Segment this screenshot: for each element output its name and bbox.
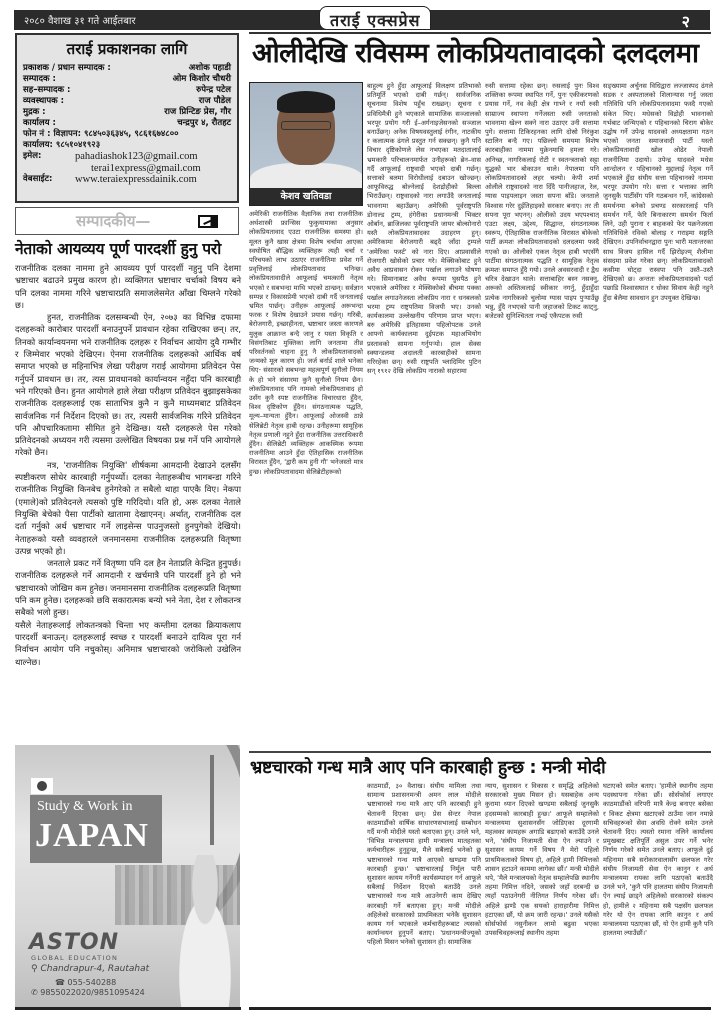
editorial-headline: नेताको आयव्यय पूर्ण पारदर्शी हुनु परो xyxy=(15,240,222,258)
ad-mobile xyxy=(31,988,145,997)
newspaper-name: तराई एक्सप्रेस xyxy=(319,6,431,30)
imprint-row xyxy=(23,118,231,129)
imprint-label: व्यवस्थापक : xyxy=(23,96,65,106)
imprint-value: चन्द्रपुर ४, रौतहट xyxy=(177,118,231,128)
article-text: न्याय, सुशासन र विकास र समृद्धि अहिलेको सरकारको मुख्य मिसन हो। यसबाहेक अन्य कुरामा ध्यान दिएको खण्डमा सबैलाई जुनसुकै हदसम्मको कारबाही हुन्छ।' आफूले सम्हालेको मन्त्रालयमा सुशासनसँग जोडिएका दूरगामी महत्वका कामहरू अगाडि बढाएको बताउँदै उनले भने, 'संघीय निजामती सेवा ऐन ल्याउने र सुशासन कायम गर्ने विषय नै मेरो पहिलो प्राथमिकताको विषय हो, अहिले हामी निमित्तको शासन हटाउने काममा लागेका छौं।' मन्त्री मोदीले थपे, 'मैले मन्त्रालयको नेतृत्व सम्हालेपछि स्थानीय तहमा निमित्त नदिने, जसको जहाँ दरबन्दी छ त्यहाँ पठाउनेगरी नीतिगत निर्णय गरेका छौं। अहिले झण्डै एक सयको हाराहारीमा निमित्त हटाएका छौं, यो क्रम जारी रहन्छ।' उनले यसैको सोर्सफोर्स नसुनीकन लामो बढुवा भएका उपसचिवहरूलाई स्थानीय तहमा xyxy=(485,782,599,938)
divider xyxy=(249,751,711,753)
imprint-email-row xyxy=(23,151,231,163)
advertisement[interactable] xyxy=(15,745,240,1007)
editorial-paragraph: नत्र, 'राजनीतिक नियुक्ति' शीर्षकमा आमदानी देखाउने दलसँग स्पष्टीकरण सोधेर कारबाही गर्नुपर्थ्यो। दलका नेताहरूबीच भागबन्डा गरिने राजनीतिक नियुक्ति किनबेच हुनेगरेको त सबैलो थाहा पाएकै विए। नेकपा (एमाले)को प्रतिवेदनले त्यसको पुष्टि गरिदियो। यति हो, अरू दलका नेताले नियुक्ति बेचेको पैसा पार्टीको खातामा देखाएनन्। अर्थात्, राजनीतिक दल दर्ता गर्नुको अर्थ भ्रष्टाचार गर्ने लाइसेन्स पाउनुजस्तो हुनपुगेको देखियो। नेताहरूको यस्तै व्यवहारले जनमानसमा राजनीतिक दलहरूप्रति वितृष्णा उत्पन्न भएको हो। xyxy=(15,459,241,556)
imprint-website-row xyxy=(23,174,231,186)
japan-flag-icon xyxy=(31,778,53,794)
page-number: २ xyxy=(681,12,690,31)
editorial-label: सम्पादकीय— xyxy=(76,212,151,230)
lead-column-2 xyxy=(367,82,481,748)
ad-address xyxy=(31,964,149,974)
divider xyxy=(15,1007,241,1010)
imprint-label: सह–सम्पादक : xyxy=(23,85,71,95)
imprint-label: मुद्रक : xyxy=(23,107,46,117)
second-column-3 xyxy=(603,782,713,1004)
email-label: इमेल: xyxy=(23,151,42,161)
website-link[interactable]: www.teraiexpressdainik.com xyxy=(75,173,197,185)
imprint-label: प्रकाशक / प्रधान सम्पादक : xyxy=(23,63,111,73)
lead-headline: ओलीदेखि रविसम्म लोकप्रियतावादको दलदलमा xyxy=(252,38,699,69)
imprint-row xyxy=(23,85,231,96)
imprint-row xyxy=(23,96,231,107)
pen-paper-icon xyxy=(198,215,218,228)
imprint-row xyxy=(23,107,231,118)
editorial-paragraph: यसैले नेताहरूलाई लोकतन्त्रको चिन्ता भए कम्तीमा दलका क्रियाकलाप पारदर्शी बनाऊन्। दलहरूलाई स्वच्छ र पारदर्शी बनाउने दायित्व पूरा गर्न निर्वाचन आयोग पनि नचुकोस्। अनिमात्र भ्रष्टाचारको जरोकिलो उखेलिन थाल्नेछ। xyxy=(15,619,241,667)
imprint-box xyxy=(15,33,239,203)
article-text: काठमाडौं, ३० वैशाख। संघीय मामिला तथा सामान्य प्रशासनमन्त्री अमन लाल मोदीले भ्रष्टाचारको गन्ध मात्रै आए पनि कारबाही हुने चेतावनी दिएका छन्। प्रेस सेन्टर नेपाल काठमाडौंको वार्षिक साधारणसभालाई सम्बोधन गर्दै मन्त्री मोदीले यस्तो बताएका हुन्। उनले भने, 'विभिन्न मन्त्रालयमा हामी मन्त्रालय मातहतका कर्मचारीहरू हुनुहुन्छ, मैले सबैलाई भनेको छु भ्रष्टाचारको गन्ध मात्रै आएको खण्डमा पनि कारबाही हुन्छ।' भ्रष्टाचारलाई निर्मूल पारी सुशासन कायम गर्नेगरी कार्यसम्पादन गर्न आफूले सबैलाई निर्देशन दिएको बताउँदै उनले भ्रष्टाचारको गन्ध मात्रै आउनेगरी काम देखिए कारबाही गर्ने बताएका हुन्। मन्त्री मोदीले अहिलेको सरकारको प्राथमिकता भनेकै सुशासन कायम गर्न भएकाले कर्मचारीहरूबाट त्यसको कार्यान्वयन हुनुपर्ने बताए। 'प्रधानमन्त्रीज्यूको पहिलो मिसन भनेको सुशासन हो। सामाजिक xyxy=(367,782,481,947)
issue-date: २०८० वैशाख ३१ गते आईतबार xyxy=(24,16,136,27)
editorial-paragraph: जनताले प्रकट गर्ने वितृष्णा पनि दल हैन नेताप्रति केन्द्रित हुनुपर्छ। राजनीतिक दलहरूले गर्ने आमदानी र खर्चमात्रै पनि पारदर्शी हुने हो भने भ्रष्टाचारको जोखिम कम हुनेछ। जनमानसमा राजनीतिक दलहरूप्रति वितृष्णा पनि कम हुनेछ। दलहरूको छवि सकारात्मक बन्यो भने नेता, देश र लोकतन्त्र सबैको भलो हुन्छ। xyxy=(15,558,241,618)
model-photo xyxy=(165,855,240,1007)
imprint-value: रुपेन्द्र पटेल xyxy=(196,85,231,95)
editorial-body xyxy=(15,262,241,668)
tower-image xyxy=(210,755,214,845)
phone-icon: ☎ xyxy=(55,978,68,987)
ad-address-text: Chandrapur-4, Rautahat xyxy=(40,964,150,974)
ad-phone xyxy=(55,978,116,987)
imprint-value: राज प्रिन्टिङ प्रेस, गौर xyxy=(164,107,231,117)
ad-brand-logo: ASTON xyxy=(29,930,119,955)
page-header xyxy=(14,10,710,30)
location-pin-icon: ⚲ xyxy=(31,964,41,974)
second-column-2 xyxy=(485,782,599,1004)
mobile-icon: ✆ xyxy=(31,988,41,997)
ad-mobile-text: 9855022020/9851095424 xyxy=(40,988,145,997)
email-link[interactable]: terai1express@gmail.com xyxy=(91,162,201,174)
author-photo xyxy=(249,82,363,206)
imprint-label: कार्यालय : xyxy=(23,118,56,128)
second-column-1 xyxy=(367,782,481,1004)
editorial-banner xyxy=(15,207,239,235)
second-headline: भ्रष्टचारको गन्ध मात्रै आए पनि कारबाही हुन्छ : मन्त्री मोदी xyxy=(250,758,606,778)
editorial-paragraph: राजनीतिक दलका नाममा हुने आयव्यय पूर्ण पारदर्शी नहुनु पनि देशमा भ्रष्टाचार बढाउने प्रमुख कारण हो। व्यक्तिगत भ्रष्टाचार चर्चाको विषय बने पनि दलका नाममा गरिने भ्रष्टाचारप्रति समाजलेसमेत आँखा चिम्लने गरेको छ। xyxy=(15,263,241,310)
ad-headline-line2: JAPAN xyxy=(35,817,149,854)
imprint-value: अशोक पहाडी xyxy=(188,63,231,73)
imprint-title: तराई प्रकाशनका लागि xyxy=(66,40,188,58)
imprint-label: सम्पादक : xyxy=(23,74,56,84)
article-text: घटाएको समेत बताए। 'हामीले स्थानीय तहमा पदस्थापना गरेका छौं। सोर्सफोर्स लगाएर काठमाडौंको वरिपरी मात्रै केन्द्र बनाएर बसेका र विकट क्षेत्रमा खटाएको ठाउँमा जान नमान्ने सचिवहरूको सेवा अवधि रोक्ने समेत उनले चेतावनी दिए। त्यस्तो रमाना नलिने कार्यालय प्रमुखबाट क्षतिपूर्ति असुल उपर गर्ने भनेर निर्णय गरेको समेत उनले बताए। आफूले दुई महिनामा सबै सरोकारवालासँग छलफल गरेर संघीय निजामती सेवा ऐन कानुन र अर्थ मन्त्रालयमा रायका लागि पठाएको बताउँदै उनले भने, 'कुनै पनि हालतमा संघीय निजामती ऐन ल्याई छाड्ने अहिलेको सरकारको संकल्प हो, हामीले २ महिनामा सबै पक्षसँग छलफल गरेर यो ऐन रायका लागि कानुन र अर्थ मन्त्रालयमा पठाएका छौं, यो ऐन हामी कुनै पनि हालतमा ल्याउँछौं।' xyxy=(603,782,713,938)
ad-phone-text: 055-540288 xyxy=(67,978,117,987)
ad-headline-line1: Study & Work in xyxy=(37,799,133,814)
website-label: वेबसाईट: xyxy=(23,173,53,184)
imprint-phone: फोन नं : विज्ञापन: ९८४५०३६३४५, ९८६१६७४८०० xyxy=(23,129,179,139)
article-text: बाहुल्य हुने हुँदा आफूलाई विलक्षण प्रतिभाको प्रतिमूर्ति भएको दाबी गर्छन्। सार्वजनिक सूचनामा विशेष पहुँच राख्छन्। सूचना र प्रविधिमैत्री हुने भएकाले सामाजिक सञ्जालको भरपूर प्रयोग गरी ई–अर्गनाइजेसनको सञ्जाल बनाउँछन्। अनेक विषयवस्तुलाई रंगीन, नाटकीय र कलात्मक ढंगले प्रस्तुत गर्न सक्छन्। कुनै पनि विचार दृष्टिकोणले लेस नभएका मतदातालाई भ्रमकारी परिचालनमार्फत उनीहरूको ब्रेन–वास गर्दै आफूलाई राष्ट्रवादी भएको दाबी गर्छन्। सत्ताको बलमा विरोधीलाई दबाउन खोज्छन्। आफूविरुद्ध बोल्नेलाई देशद्रोहीको बिल्ला भिराउँछन्। राष्ट्रवादको नारा लगाउँदै जनतालाई भावनामा बहाउँछन्। अमेरिकी पूर्वराष्ट्रपति डोनाल्ड ट्रम्प, हंगेरीका प्रधानमन्त्री भिक्टर ओर्बान, ब्राजिलका पूर्वराष्ट्रपति जायर बोल्सोनारो यस्तै लोकप्रियतावादका उदाहरण हुन्। अमेरिकामा बेरोजगारी बढ्दै जाँदा ट्रम्पले 'अमेरिका फर्स्ट' को नारा दिए। आप्रवासीले रोजगारी खोसेको प्रचार गरे। मेक्सिकोबाट हुने अवैध आप्रवासन रोक्न पर्खाल लगाउने घोषणा गरे। सिमानाबाट अवैध रूपमा घुसपैठ हुने भएकाले अमेरिका र मेक्सिकोको बीचमा पक्का पर्खाल लगाउनेजस्ता लोकप्रिय नारा र धनबलको भरमा ट्रम्प राष्ट्रपतिमा विजयी भए। उनको कार्यकालमा उल्लेखनीय परिणाम प्राप्त भएन। बरु अमेरिकी इतिहासमा पहिलोपटक उनले आफ्नो कार्यकालमा दुईपटक महाअभियोग प्रस्तावको सामना गर्नुपर्‍यो। हाल सेक्स स्क्यान्डलमा अदालती कारबाहीको सामना गरिरहेका छन्। रुसी राष्ट्रपति भ्लादिमिर पुटिन सन् १९१२ देखि लोकप्रिय नाराको सहारामा xyxy=(367,82,481,376)
article-text: रुसी सत्तामा रहेका छन्। रुसलाई पुनः विश्व शक्तिका रूपमा स्थापित गर्ने, पुनः एकीकरणको प्रयास गर्ने, नव केही क्षेत्र गाभ्ने र नयाँ रुसी साम्राज्य स्थापना गर्नेजस्ता रुसी जनताको भावनामा खेल्न सक्ने नारा उठाएर उनी सत्तामा पुगे। सत्तामा टिकिरहनका लागि दोस्रो निरंकुश स्टालिन बन्दै गए। पछिल्लो समयमा विशेष कारबाहीका नाममा युक्रेनमाथि हमला गरे। अनिच्छ, नागरिकलाई रोटी र स्वतन्त्रताको सट्टा युद्धको भार बोकाउन थाले। नेपालमा पनि लोकप्रियतावादको लहर चल्यो। केपी शर्मा ओलीले राष्ट्रवादको नारा दिँदै पानीजहाज, रेल, ग्यास पाइपलाइन जस्ता सपना बाँडे। जनताले विश्वास गरेर दुईतिहाइको सरकार बनाए। तर ती सपना पूरा भएनन्। ओलीको उदय भएपश्चात् एउटा लक्ष्य, उद्देश्य, सिद्धान्त, संगठनात्मक स्वरूप, ऐतिहासिक राजनीतिक विरासत बोकेको पार्टी क्रमशः लोकप्रियतावादको दलदलमा फस्दै गएको छ। ओलीको एकल नेतृत्व हाबी भएसँगै पार्टीमा संगठनात्मक पद्धति र सामूहिक नेतृत्व क्रमशः समाप्त हुँदै गयो। उनले अवसरवादी र द्वैध चरित्र देखाउन थाले। सत्ताबाहिर बस्न नसक्नु, अरूको अस्तित्वलाई स्वीकार नगर्नु, हुँदाहुँदा प्रत्येक नागरिकको चुलोमा ग्यास पाइप पुर्‍याउँछु भन्नु, हुँदै नभएको पानी जहाजको टिकट काट्नु, बजेटको सुनिश्चितता नभई एकैपटक रुसी xyxy=(485,82,599,321)
ad-brand-subtitle: GLOBAL EDUCATION xyxy=(31,954,119,962)
imprint-office-phone: कार्यालय: ९८५१०४१९२३ xyxy=(23,140,101,150)
article-text: सङ्ख्यामा अर्चुनस विधिद्वारा लज्जास्पद ढंगले सडक र अस्पतालको शिलान्यास गर्नु जस्ता गतिविधि पनि लोकप्रियतावादमा फस्दै गएको संकेत थिए। मधेसको विद्रोही भावनाको गर्भबाट जन्मिएको र पहिचानको चिराग बोकेर उद्घोष गर्ने उपेन्द्र यादवको अध्यक्षतामा गठन भएको जनता समाजवादी पार्टी यस्तो लोकप्रियतावादी खोल ओढेर नेपाली राजनीतिमा उदायो। उपेन्द्र यादवले मधेस आन्दोलन र पहिचानको मुद्दालाई नेतृत्व गर्ने भएकाले हुँदा संघीय सत्ता पहिचानको नाममा भरपूर उपयोग गरे। सत्ता र भत्ताका लागि जुनसुकै पार्टीसँग पनि गठबन्धन गर्ने, कांग्रेसको समर्थनमा बनेको प्रचण्ड सरकारलाई पनि समर्थन गर्ने, फेरि बिनाकारण समर्थन फिर्ता लिने, उही पुराना र बाहकको फेर पक्रनेजस्ता गतिविधिले रविको बोलाइ र गराइमा सङ्गति देखिएन। उपनिर्वाचनद्वारा पुनः भारी मतान्तरका साथ विजय हासिल गर्दै झिरोइज्म् शैलीमा संसदमा प्रवेश गरेका छन्। लोकप्रियतावादको कसीमा घोट्दा रास्वपा पनि उस्तै–उस्तै देखिएको छ। अन्ततः लोकप्रियतावादको पर्दा पछाडि विश्वासघात र धोका सिवाय केही नहुने हुँदा बेलैमा सावधान हुन उपयुक्त देखिन्छ। xyxy=(603,82,713,302)
lead-column-3 xyxy=(485,82,599,748)
email-link[interactable]: pahadiashok123@gmail.com xyxy=(75,151,198,162)
photo-hair xyxy=(277,91,335,113)
imprint-value: राज पौडेल xyxy=(198,96,231,106)
author-name: केशव खतिवडा xyxy=(250,188,362,205)
editorial-paragraph: हुनत, राजनीतिक दलसम्बन्धी ऐन, २०७३ का विभिन्न दफामा दलहरूको कारोबार पारदर्शी बनाउनुपर्ने प्रावधान रहेका राखिएका छन्। तर, तिनको कार्यान्वयनमा भने राजनीतिक दलहरू र निर्वाचन आयोग दुवै गम्भीर र जिम्मेवार भएको देखिएन। ऐनमा राजनीतिक दलहरूको आर्थिक वर्ष समाप्त भएको छ महिनाभित्र लेखा परीक्षण गराई आयोगमा प्रतिवेदन पेस गर्नुपर्ने प्रावधान छ। तर, त्यस प्रावधानको कार्यान्वयन नहुँदा पनि कारबाही भने गरिएको छैन। हुनत आयोगले हाले लेखा परीक्षण प्रतिवेदन बुझाइसकेका राजनीतिक दलहरूलाई एक साताभित्र कुनै न कुनै माध्यमबाट प्रतिवेदन सार्वजनिक गर्न निर्देशन दिएको छ। तर, त्यसरी सार्वजनिक गरिने प्रतिवेदन पनि औपचारिकतामा सीमित हुने देखिन्छ। यस्तै दलहरूले पेस गरेको प्रतिवेदनको अध्ययन गरी त्यसमा उल्लेखित विषयका प्रश्न गर्ने पनि आयोगले गरेको छैन। xyxy=(15,312,241,458)
photo-glasses xyxy=(281,121,331,130)
divider xyxy=(249,1007,711,1010)
article-text: अमेरिकी राजनीतिक वैज्ञानिक तथा राजनीतिक अर्थशास्त्री फ्रान्सिस फुकुयामाका अनुसार लोकप्रियतावाद एउटा राजनीतिक समस्या हो। मूलत कुनै खास क्षेत्रमा विशेष चर्चामा आएका स्वघोषित बौद्धिक व्यक्तिहरू त्यही चर्चा र परिचयको लाभ उठाएर राजनीतिमा प्रवेश गर्ने प्रवृत्तिलाई लोकप्रियतावाद भनिन्छ। लोकप्रियतावादीले आफूलाई चमत्कारी नेतृत्व भएको र सबभन्दा माथि भएको ठान्छन्। सर्वज्ञान सम्पन्न र विकासप्रेमी भएको दाबी गर्दै जनतालाई भ्रमित पार्छन्। उनीहरू आफूलाई अरूभन्दा फरक र विशेष देखाउने प्रयास गर्छन्। गरिबी, बेरोजगारी, इच्छाहीनता, भ्रष्टाचार जस्ता कारणले मुलुक आक्रान्त बन्दै जानु र यस्ता विकृति र विसंगतिबाट मुक्तिका लागि जनतामा तीव्र परिवर्तनको चाहना हुनु नै लोकप्रियतावादको जन्मको मूल कारण हो। जर्ज बर्नार्ड शाले भनेका थिए- संसारको सबभन्दा महत्वपूर्ण सुनौलो नियम के हो भने संसारमा कुनै सुनौलो नियम छैन। लोकप्रियतावाद पनि नामको लोकप्रियतावाद हो उसँग कुनै स्पष्ट राजनीतिक विचारधारा हुँदैन, विश्व दृष्टिकोण हुँदैन। संगठनात्मक पद्धति, मूल्य–मान्यता हुँदैन। आफूलाई ओजस्वी ठान्ने सेलिब्रेटी नेतृत्व हाबी रहन्छ। उनीहरूमा सामूहिक नेतृत्व प्रणाली नहुने हुँदा राजनीतिक उत्तराधिकारी हुँदैन। सेलिब्रेटी व्यक्तिहरू आकस्मिक रूपमा राजनीतिमा आउने हुँदा ऐतिहासिक राजनीतिक विरासत हुँदैन, 'द्वारी कम हुनी गौ' भनेजस्तो मात्र हुन्छ। लोकप्रियतावादमा सेलिब्रेटीहरूको xyxy=(249,210,363,476)
imprint-value: ओम किशोर चौधरी xyxy=(172,74,231,84)
lead-column-1 xyxy=(249,210,363,750)
lead-column-4 xyxy=(603,82,713,748)
imprint-row xyxy=(23,74,231,85)
imprint-row xyxy=(23,63,231,74)
